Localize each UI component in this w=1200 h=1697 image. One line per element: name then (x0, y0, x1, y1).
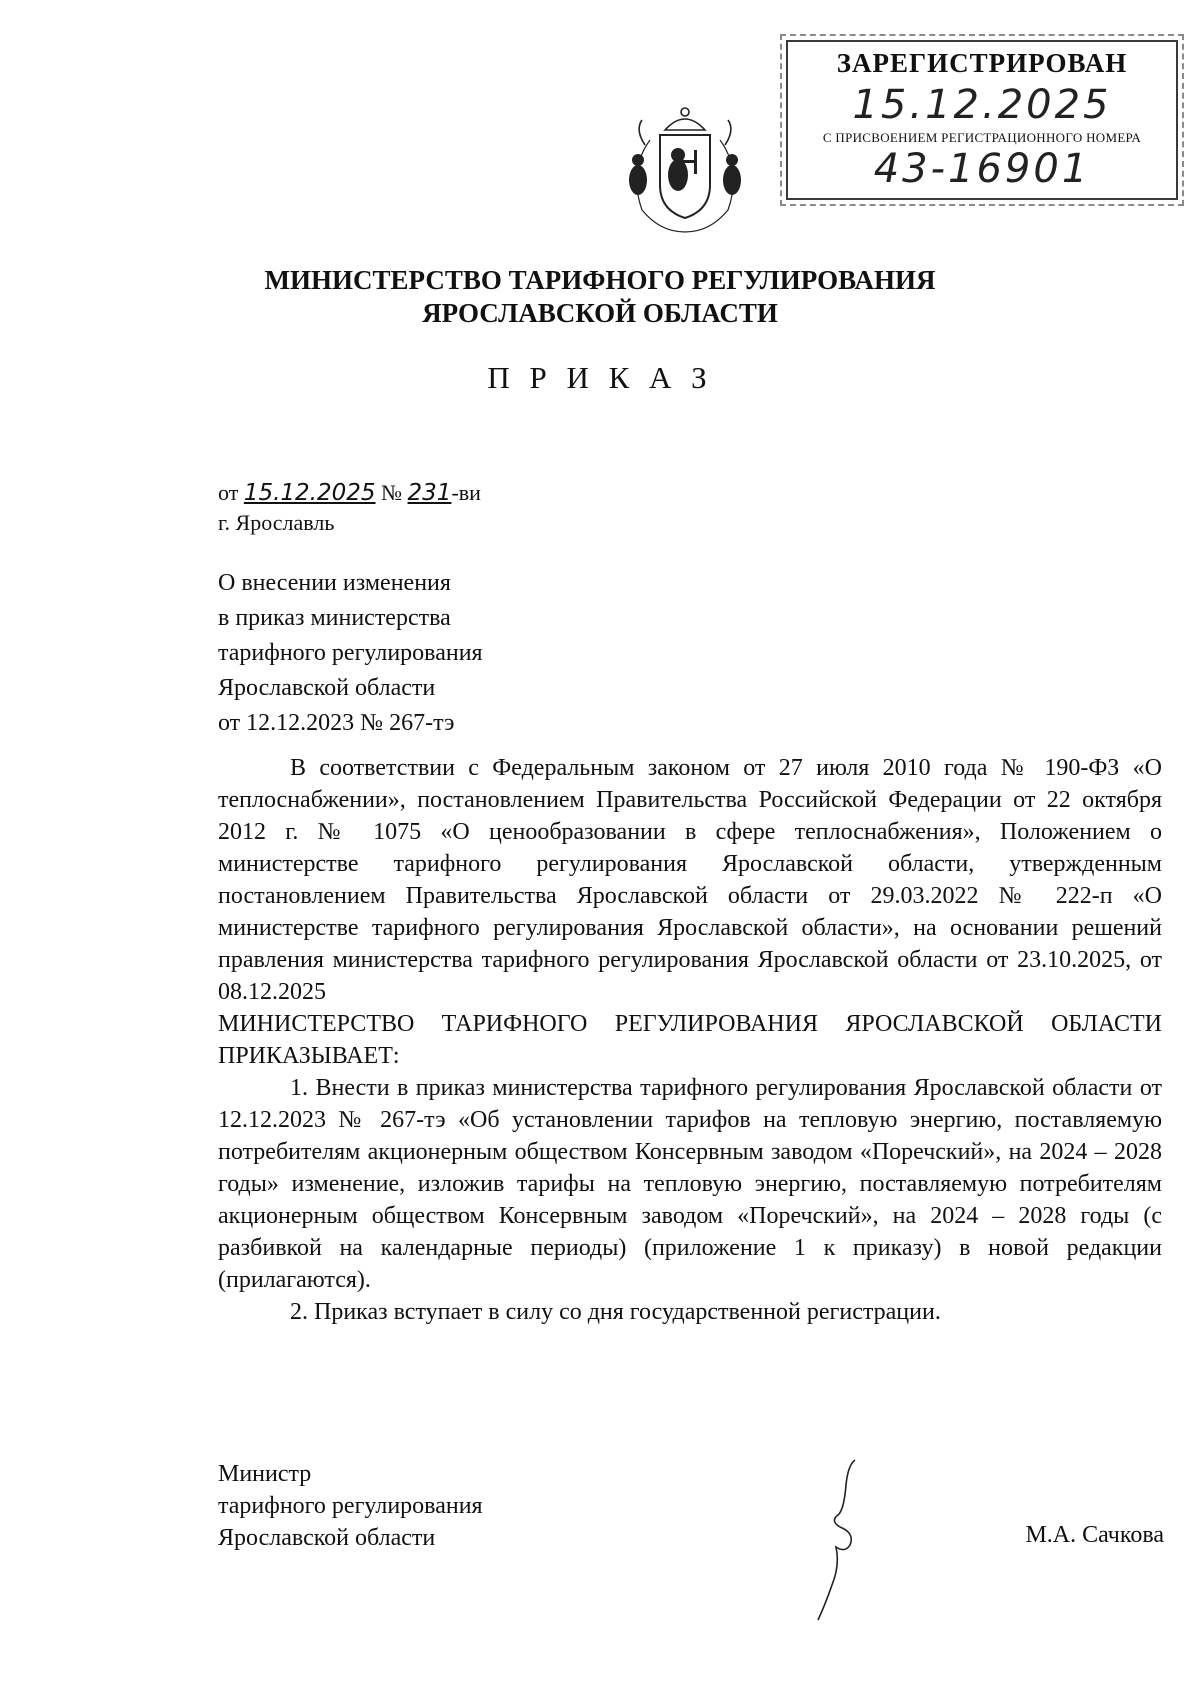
number-label: № (381, 480, 403, 505)
handwritten-signature (810, 1455, 880, 1625)
order-item-1: 1. Внести в приказ министерства тарифного регулирования Ярославской области от 12.12.2023 № 267-тэ «Об установлении тарифов на тепловую энергию, поставляемую потребителям акционерным обществом Консервным заводом «Поречский», на 2024 – 2028 годы» изменение, изложив тарифы на тепловую энергию, поставляемую потребителям акционерным обществом Консервным заводом «Поречский», на 2024 – 2028 годы (с разбивкой на календарные периоды) (приложение 1 к приказу) в новой редакции (прилагаются). (218, 1075, 1162, 1293)
ministry-name-line1: МИНИСТЕРСТВО ТАРИФНОГО РЕГУЛИРОВАНИЯ (264, 265, 936, 295)
preamble-paragraph: В соответствии с Федеральным законом от 27 июля 2010 года № 190-ФЗ «О теплоснабжении», постановлением Правительства Российской Федерации от 22 октября 2012 г. № 1075 «О ценообразовании в сфере теплоснабжения», Положением о министерстве тарифного регулирования Ярославской области, утвержденным постановлением Правительства Ярославской области от 29.03.2022 № 222-п «О министерстве тарифного регулирования Ярославской области», на основании решений правления министерства тарифного регулирования Ярославской области от 23.10.2025, от 08.12.2025 (218, 755, 1162, 1005)
number-suffix: -ви (451, 480, 481, 505)
stamp-date: 15.12.2025 (852, 82, 1112, 128)
document-subject (218, 566, 483, 741)
stamp-title: ЗАРЕГИСТРИРОВАН (836, 48, 1128, 78)
from-label: от (218, 480, 239, 505)
subject-line: от 12.12.2023 № 267-тэ (218, 710, 455, 736)
city: г. Ярославль (218, 510, 335, 535)
date-number-line (218, 478, 481, 508)
subject-line: О внесении изменения (218, 570, 451, 596)
subject-line: тарифного регулирования (218, 640, 483, 666)
ministry-header (0, 264, 1200, 330)
signatory-name: М.А. Сачкова (1025, 1522, 1164, 1548)
order-phrase: МИНИСТЕРСТВО ТАРИФНОГО РЕГУЛИРОВАНИЯ ЯРОСЛАВСКОЙ ОБЛАСТИ ПРИКАЗЫВАЕТ: (218, 1011, 1162, 1069)
position-line: тарифного регулирования (218, 1493, 483, 1519)
coat-of-arms-icon (620, 100, 750, 240)
ministry-name-line2: ЯРОСЛАВСКОЙ ОБЛАСТИ (422, 298, 778, 328)
order-item-2: 2. Приказ вступает в силу со дня государственной регистрации. (290, 1299, 941, 1325)
position-line: Министр (218, 1461, 312, 1487)
document-body (218, 752, 1162, 1328)
position-line: Ярославской области (218, 1525, 436, 1551)
registration-stamp (786, 40, 1178, 200)
subject-line: в приказ министерства (218, 605, 451, 631)
subject-line: Ярославской области (218, 675, 436, 701)
stamp-subtitle: С ПРИСВОЕНИЕМ РЕГИСТРАЦИОННОГО НОМЕРА (822, 130, 1142, 145)
stamp-registration-number: 43-16901 (873, 146, 1091, 192)
document-meta (218, 478, 481, 538)
signatory-position (218, 1458, 483, 1554)
document-type: П Р И К А З (487, 360, 713, 395)
document-number: 231 (407, 480, 452, 506)
document-date: 15.12.2025 (243, 480, 376, 506)
